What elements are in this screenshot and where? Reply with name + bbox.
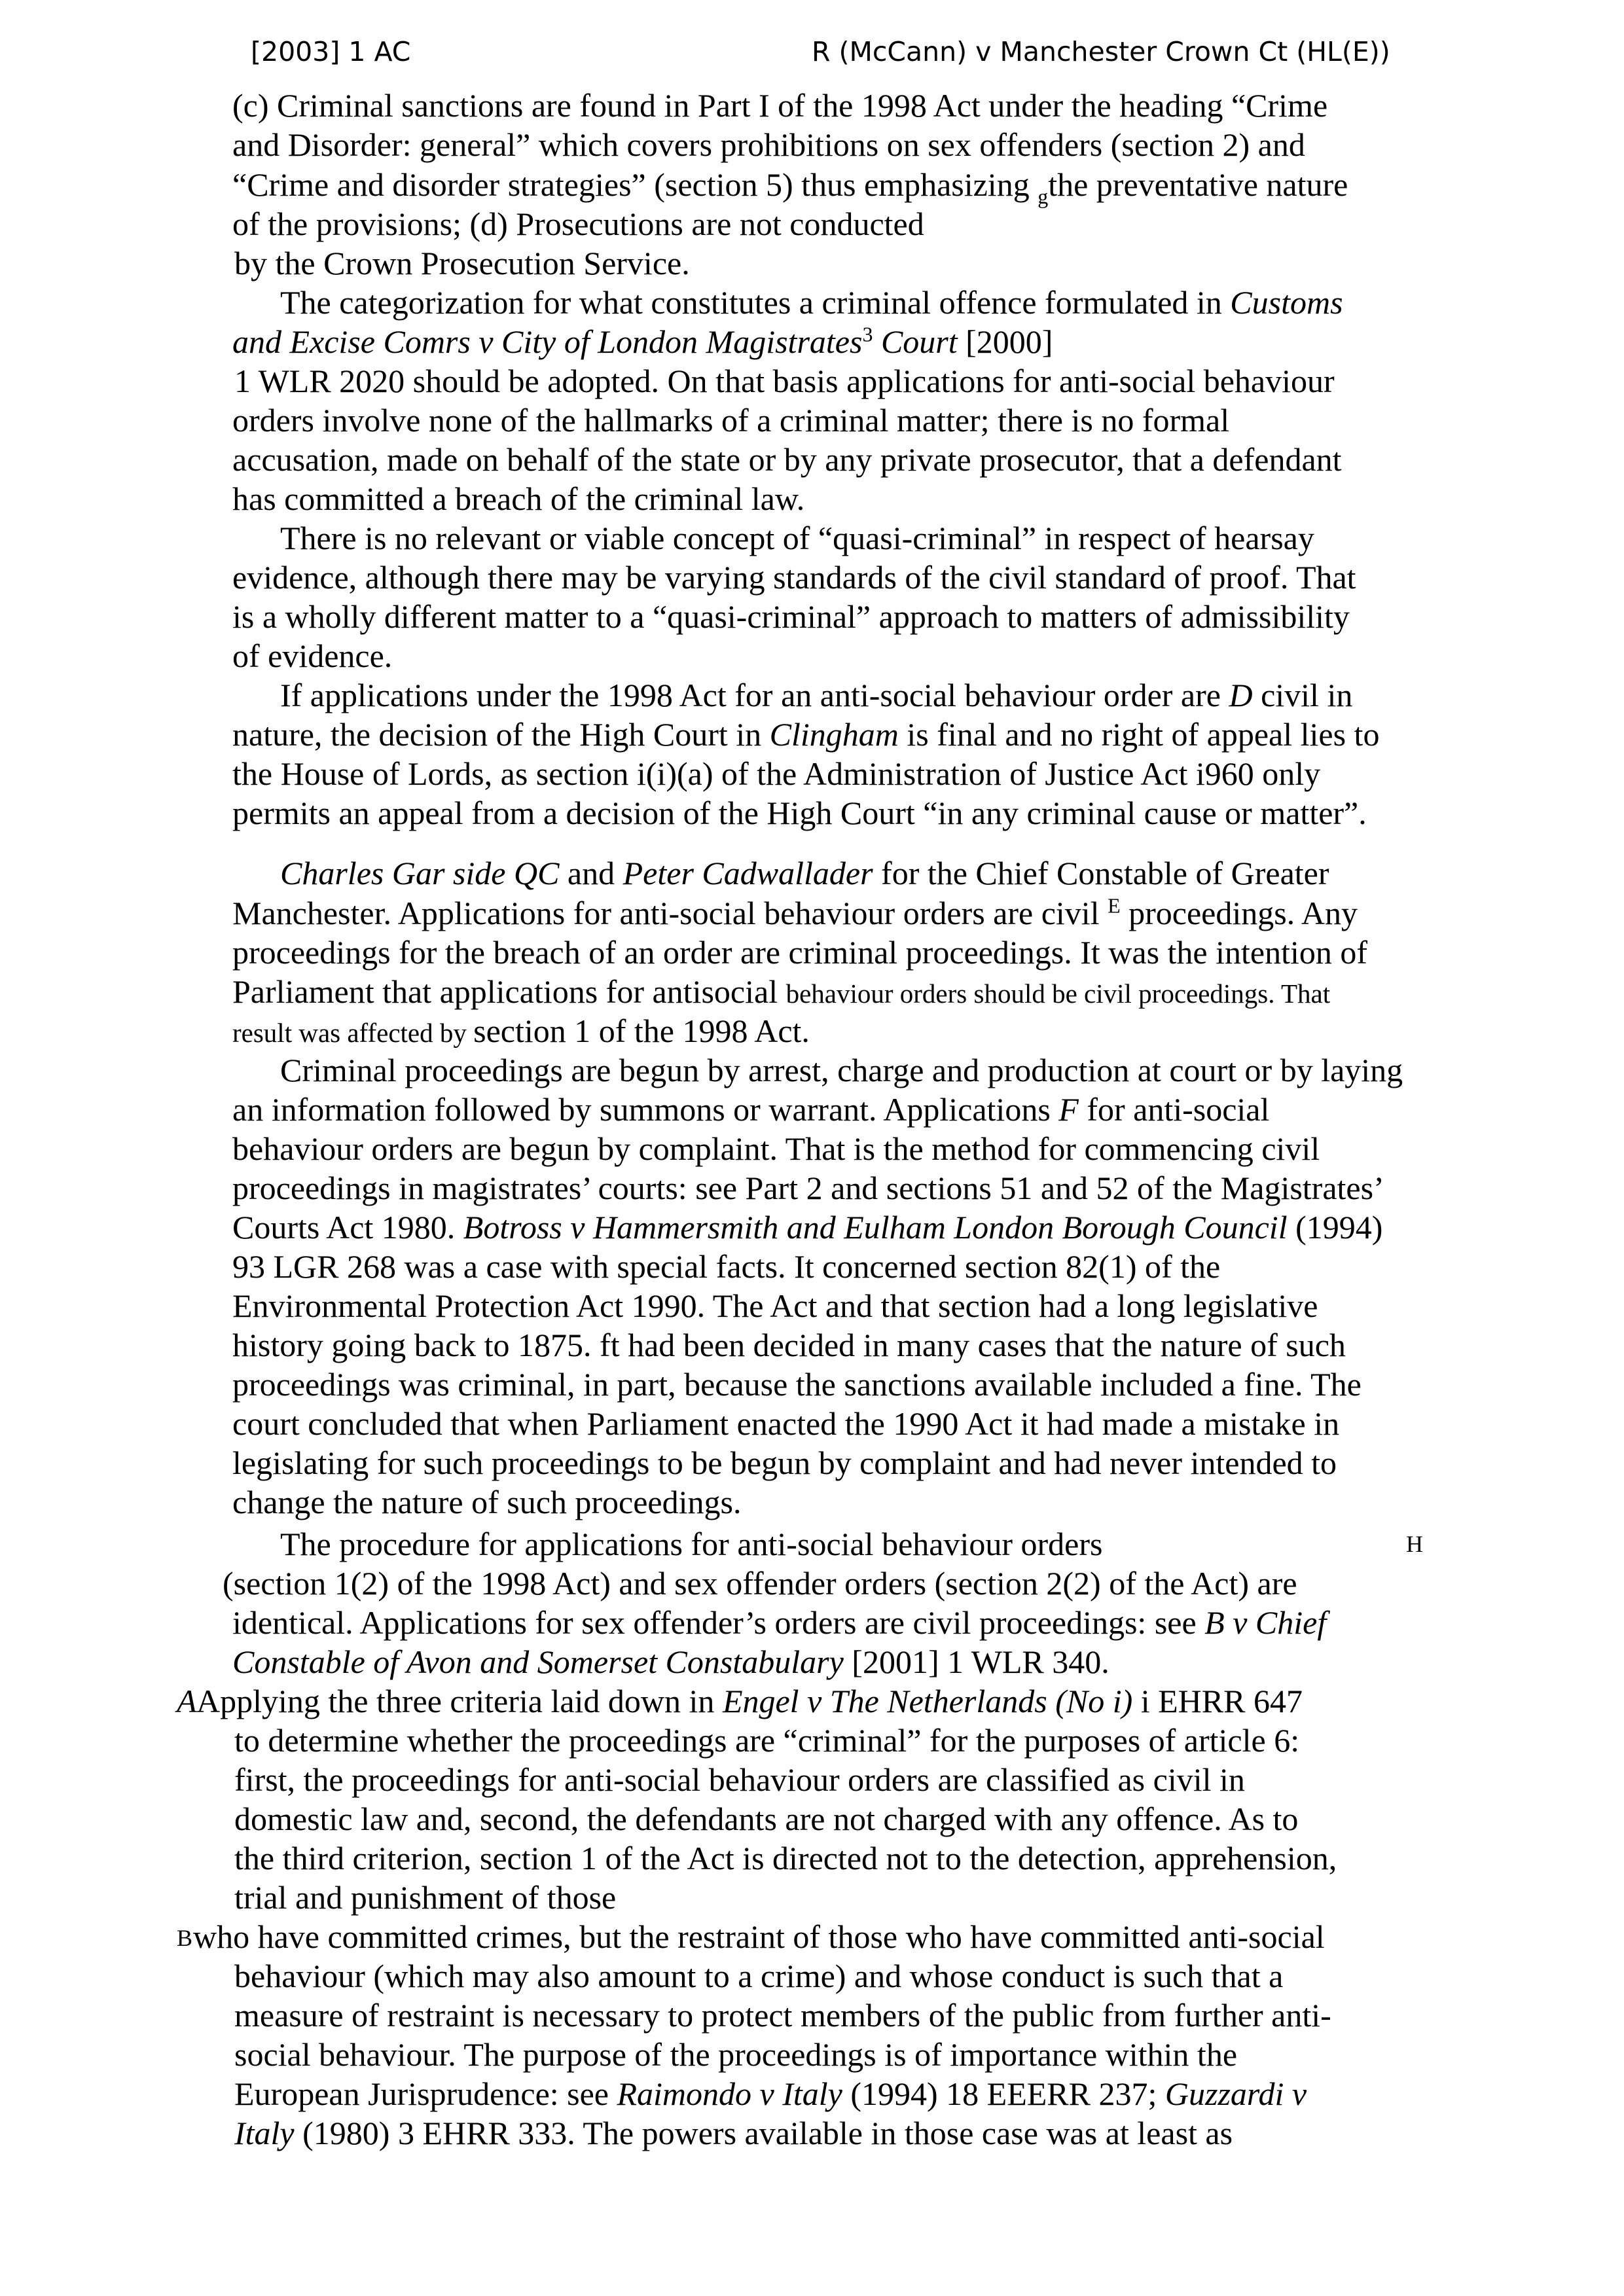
running-header-right: R (McCann) v Manchester Crown Ct (HL(E)): [812, 36, 1390, 67]
body-line: Parliament that applications for antisocial behaviour orders should be civil proceedings. That: [232, 973, 1331, 1010]
body-line: legislating for such proceedings to be begun by complaint and had never intended to: [232, 1444, 1337, 1481]
body-line: 93 LGR 268 was a case with special facts. It concerned section 82(1) of the: [232, 1248, 1221, 1285]
margin-letter-f: F: [1058, 1091, 1079, 1128]
body-line: change the nature of such proceedings.: [232, 1484, 742, 1520]
body-line: European Jurisprudence: see Raimondo v Italy (1994) 18 EEERR 237; Guzzardi v: [234, 2075, 1307, 2112]
body-line: accusation, made on behalf of the state or by any private prosecutor, that a defendant: [232, 441, 1342, 478]
body-line: permits an appeal from a decision of the High Court “in any criminal cause or matter”.: [232, 795, 1367, 831]
body-line: and Excise Comrs v City of London Magistrates$^3$ Court [2000]: [232, 322, 1053, 360]
body-line: nature, the decision of the High Court in Clingham is final and no right of appeal lies to: [232, 716, 1380, 753]
body-line: The categorization for what constitutes a criminal offence formulated in Customs: [280, 284, 1343, 321]
body-line: If applications under the 1998 Act for an anti-social behaviour order are D civil in: [280, 677, 1353, 713]
margin-letter-a: A: [177, 1683, 197, 1719]
body-line: (section 1(2) of the 1998 Act) and sex offender orders (section 2(2) of the Act) are: [223, 1565, 1297, 1602]
margin-letter-d: D: [1229, 677, 1253, 713]
margin-letter-e: E: [1108, 893, 1121, 918]
body-line: by the Crown Prosecution Service.: [234, 245, 690, 281]
margin-letter-h: H: [1406, 1531, 1423, 1557]
body-line: orders involve none of the hallmarks of a criminal matter; there is no formal: [232, 402, 1230, 439]
body-line: proceedings in magistrates’ courts: see Part 2 and sections 51 and 52 of the Magistrates’: [232, 1170, 1384, 1206]
body-line: history going back to 1875. ft had been decided in many cases that the nature of such: [232, 1327, 1346, 1363]
body-line: proceedings was criminal, in part, because the sanctions available included a fine. The: [232, 1366, 1362, 1403]
running-header-left: [2003] 1 AC: [251, 36, 411, 67]
margin-letter-g: g: [1038, 185, 1049, 208]
body-line: Applying the three criteria laid down in Engel v The Netherlands (No i) i EHRR 647: [196, 1683, 1303, 1719]
body-line: Environmental Protection Act 1990. The Act and that section had a long legislative: [232, 1287, 1318, 1324]
body-line: of evidence.: [232, 637, 393, 674]
body-line: is a wholly different matter to a “quasi-criminal” approach to matters of admissibility: [232, 598, 1350, 635]
body-line: Manchester. Applications for anti-social behaviour orders are civil $^E$ proceedings. Any: [232, 893, 1358, 931]
body-line: first, the proceedings for anti-social behaviour orders are classified as civil in: [234, 1761, 1245, 1798]
body-line: behaviour (which may also amount to a crime) and whose conduct is such that a: [234, 1958, 1284, 1994]
body-line: has committed a breach of the criminal law.: [232, 480, 805, 517]
body-line: an information followed by summons or warrant. Applications F for anti-social: [232, 1091, 1270, 1128]
body-line: evidence, although there may be varying standards of the civil standard of proof. That: [232, 559, 1356, 596]
body-line: behaviour orders are begun by complaint. That is the method for commencing civil: [232, 1130, 1320, 1167]
body-line: court concluded that when Parliament enacted the 1990 Act it had made a mistake in: [232, 1405, 1340, 1442]
body-line: Constable of Avon and Somerset Constabulary [2001] 1 WLR 340.: [232, 1643, 1110, 1680]
body-line: Charles Gar side QC and Peter Cadwallader for the Chief Constable of Greater: [280, 855, 1329, 891]
body-line: the third criterion, section 1 of the Act is directed not to the detection, apprehension,: [234, 1840, 1337, 1876]
body-line: Criminal proceedings are begun by arrest, charge and production at court or by laying: [280, 1052, 1403, 1088]
margin-letter-b: B: [177, 1925, 193, 1951]
body-line: 1 WLR 2020 should be adopted. On that basis applications for anti-social behaviour: [234, 363, 1335, 399]
body-line: domestic law and, second, the defendants are not charged with any offence. As to: [234, 1801, 1299, 1837]
body-line: the House of Lords, as section i(i)(a) of the Administration of Justice Act i960 only: [232, 755, 1321, 792]
body-line: Italy (1980) 3 EHRR 333. The powers available in those case was at least as: [234, 2115, 1233, 2151]
body-line: identical. Applications for sex offender’s orders are civil proceedings: see B v Chief: [232, 1604, 1327, 1641]
body-line: trial and punishment of those: [234, 1879, 617, 1916]
body-line: “Crime and disorder strategies” (section 5) thus emphasizing $_g$the preventative nature: [232, 166, 1348, 208]
body-line: There is no relevant or viable concept of “quasi-criminal” in respect of hearsay: [280, 520, 1314, 556]
body-line: The procedure for applications for anti-social behaviour orders: [280, 1526, 1103, 1562]
body-line: proceedings for the breach of an order are criminal proceedings. It was the intention of: [232, 934, 1368, 971]
body-line: social behaviour. The purpose of the proceedings is of importance within the: [234, 2036, 1238, 2073]
body-line: to determine whether the proceedings are “criminal” for the purposes of article 6:: [234, 1722, 1300, 1759]
body-line: result was affected by section 1 of the 1998 Act.: [232, 1013, 810, 1049]
body-line: who have committed crimes, but the restraint of those who have committed anti-social: [193, 1918, 1325, 1955]
body-line: measure of restraint is necessary to protect members of the public from further anti-: [234, 1997, 1331, 2034]
body-line: Courts Act 1980. Botross v Hammersmith and Eulham London Borough Council (1994): [232, 1209, 1383, 1246]
body-line: (c) Criminal sanctions are found in Part I of the 1998 Act under the heading “Crime: [232, 87, 1328, 124]
body-line: of the provisions; (d) Prosecutions are not conducted: [232, 206, 924, 242]
body-line: and Disorder: general” which covers prohibitions on sex offenders (section 2) and: [232, 126, 1305, 163]
